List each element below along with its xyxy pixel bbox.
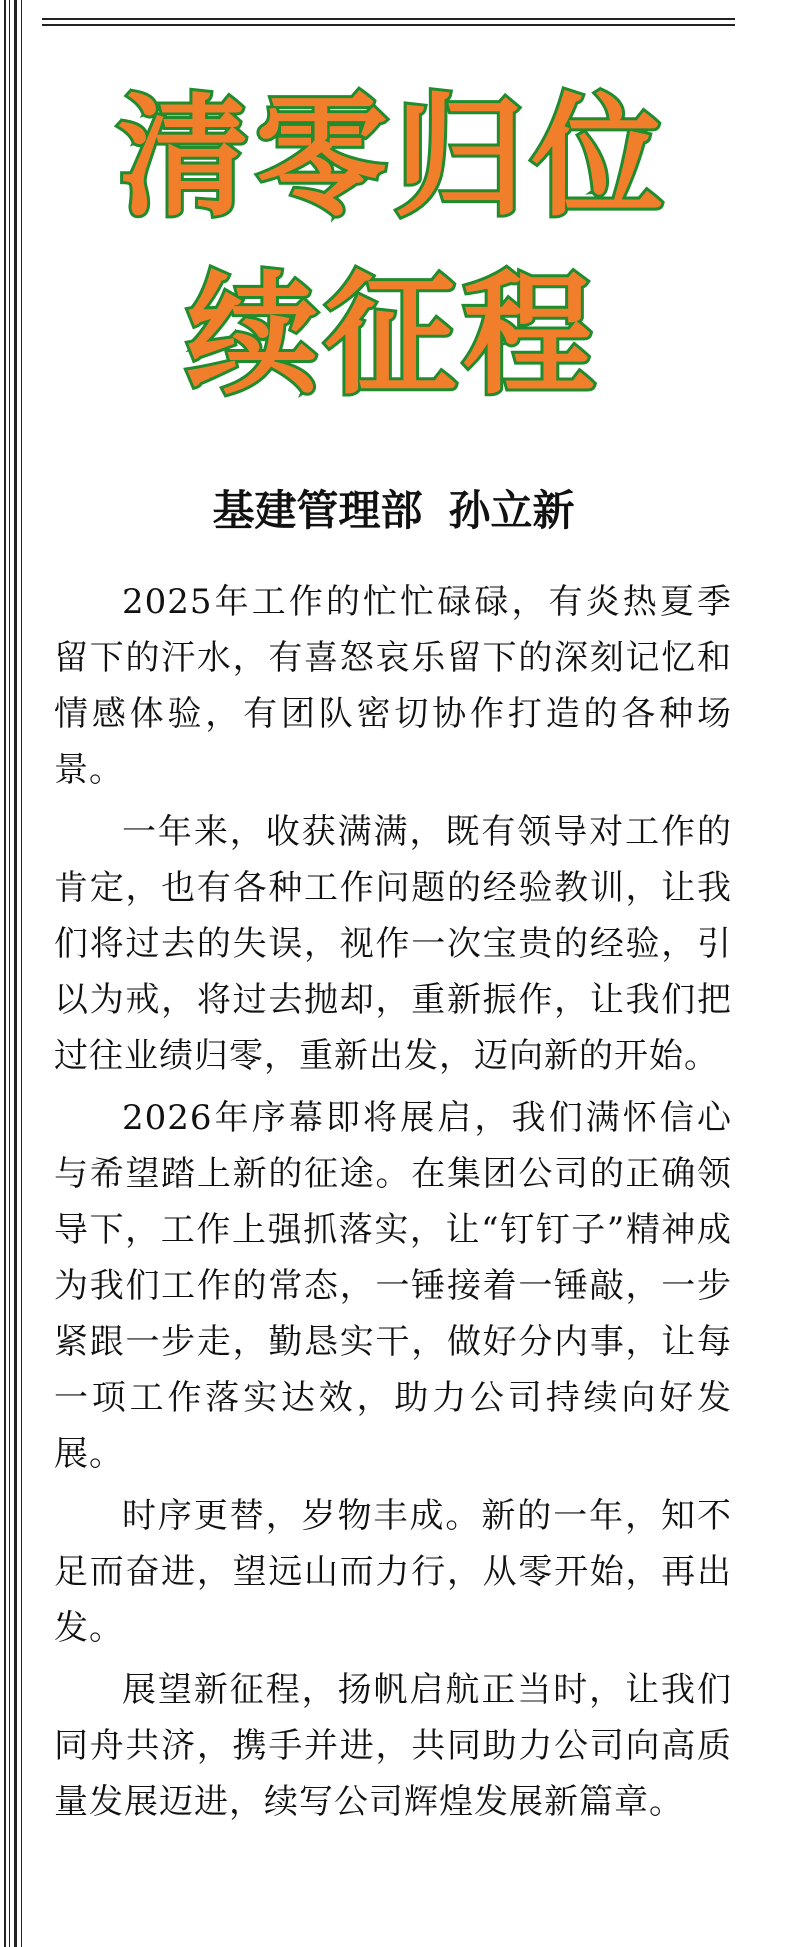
article-paragraph: 一年来，收获满满，既有领导对工作的肯定，也有各种工作问题的经验教训，让我们将过去的失误，视作一次宝贵的经验，引以为戒，将过去抛却，重新振作，让我们把过往业绩归零，重新出发，迈向新的开始。 — [54, 812, 732, 1076]
byline — [0, 478, 787, 538]
headline-line-1: 清零归位 — [117, 81, 670, 235]
byline-department: 基建管理部 — [212, 486, 423, 535]
article-paragraph: 展望新征程，扬帆启航正当时，让我们同舟共济，携手并进，共同助力公司向高质量发展迈进，续写公司辉煌发展新篇章。 — [54, 1670, 732, 1822]
article-body — [54, 574, 732, 1836]
article-paragraph: 时序更替，岁物丰成。新的一年，知不足而奋进，望远山而力行，从零开始，再出发。 — [54, 1496, 732, 1648]
top-border-rule — [42, 24, 735, 26]
article-paragraph: 2025年工作的忙忙碌碌，有炎热夏季留下的汗水，有喜怒哀乐留下的深刻记忆和情感体验，有团队密切协作打造的各种场景。 — [54, 582, 732, 790]
top-border-rule — [42, 18, 735, 20]
byline-author: 孙立新 — [448, 486, 575, 535]
article-paragraph: 2026年序幕即将展启，我们满怀信心与希望踏上新的征途。在集团公司的正确领导下，工作上强抓落实，让“钉钉子”精神成为我们工作的常态，一锤接着一锤敲，一步紧跟一步走，勤恳实干，做好分内事，让每一项工作落实达效，助力公司持续向好发展。 — [54, 1098, 732, 1474]
headline-line-2: 续征程 — [186, 259, 601, 413]
